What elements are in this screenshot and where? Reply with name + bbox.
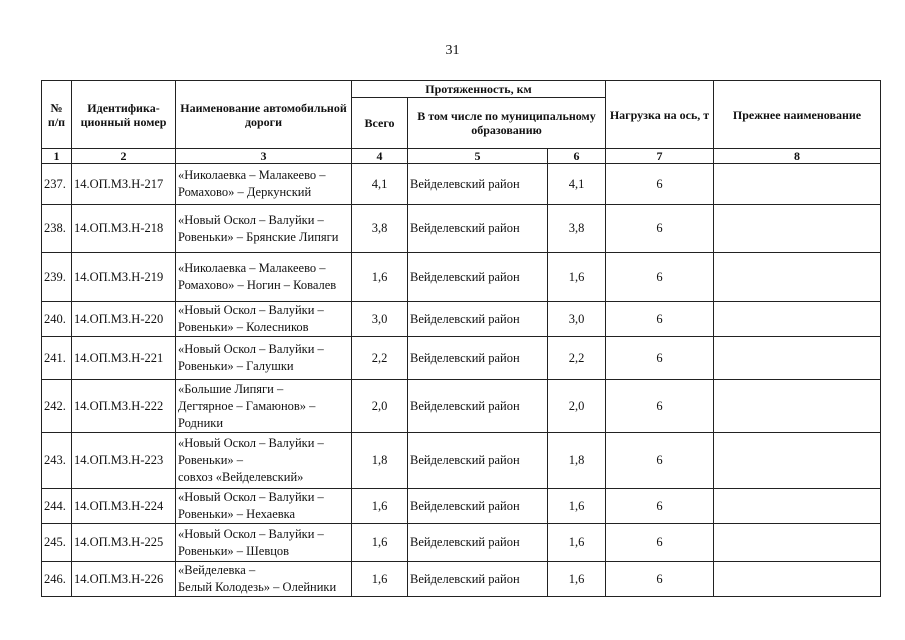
row-number: 238. bbox=[42, 205, 72, 253]
municipality-name: Вейделевский район bbox=[408, 562, 548, 597]
road-name: «Вейделевка – Белый Колодезь» – Олейники bbox=[176, 562, 352, 597]
row-number: 244. bbox=[42, 489, 72, 524]
previous-name bbox=[714, 562, 881, 597]
road-name: «Новый Оскол – Валуйки – Ровеньки» – Брянские Липяги bbox=[176, 205, 352, 253]
header-total: Всего bbox=[352, 98, 408, 149]
header-length-group: Протяженность, км bbox=[352, 81, 606, 98]
municipality-length: 2,0 bbox=[548, 380, 606, 433]
municipality-length: 3,8 bbox=[548, 205, 606, 253]
road-ident: 14.ОП.МЗ.Н-224 bbox=[72, 489, 176, 524]
road-ident: 14.ОП.МЗ.Н-220 bbox=[72, 302, 176, 337]
length-total: 1,6 bbox=[352, 524, 408, 562]
road-name: «Николаевка – Малакеево – Ромахово» – Деркунский bbox=[176, 164, 352, 205]
municipality-name: Вейделевский район bbox=[408, 433, 548, 489]
length-total: 2,2 bbox=[352, 337, 408, 380]
header-including: В том числе по муниципальному образованию bbox=[408, 98, 606, 149]
municipality-name: Вейделевский район bbox=[408, 205, 548, 253]
row-number: 243. bbox=[42, 433, 72, 489]
road-ident: 14.ОП.МЗ.Н-221 bbox=[72, 337, 176, 380]
municipality-length: 1,6 bbox=[548, 524, 606, 562]
length-total: 1,8 bbox=[352, 433, 408, 489]
previous-name bbox=[714, 205, 881, 253]
municipality-length: 4,1 bbox=[548, 164, 606, 205]
previous-name bbox=[714, 253, 881, 302]
road-ident: 14.ОП.МЗ.Н-223 bbox=[72, 433, 176, 489]
previous-name bbox=[714, 302, 881, 337]
road-ident: 14.ОП.МЗ.Н-217 bbox=[72, 164, 176, 205]
index-cell: 4 bbox=[352, 149, 408, 164]
previous-name bbox=[714, 433, 881, 489]
municipality-name: Вейделевский район bbox=[408, 489, 548, 524]
row-number: 245. bbox=[42, 524, 72, 562]
municipality-length: 2,2 bbox=[548, 337, 606, 380]
length-total: 2,0 bbox=[352, 380, 408, 433]
table-row bbox=[42, 337, 881, 380]
road-ident: 14.ОП.МЗ.Н-218 bbox=[72, 205, 176, 253]
index-cell: 1 bbox=[42, 149, 72, 164]
municipality-name: Вейделевский район bbox=[408, 253, 548, 302]
length-total: 3,0 bbox=[352, 302, 408, 337]
page-number: 31 bbox=[445, 43, 460, 58]
axle-load: 6 bbox=[606, 380, 714, 433]
municipality-name: Вейделевский район bbox=[408, 164, 548, 205]
previous-name bbox=[714, 524, 881, 562]
municipality-name: Вейделевский район bbox=[408, 524, 548, 562]
row-number: 240. bbox=[42, 302, 72, 337]
municipality-length: 1,6 bbox=[548, 253, 606, 302]
index-cell: 5 bbox=[408, 149, 548, 164]
axle-load: 6 bbox=[606, 489, 714, 524]
length-total: 3,8 bbox=[352, 205, 408, 253]
index-cell: 7 bbox=[606, 149, 714, 164]
previous-name bbox=[714, 164, 881, 205]
table-row bbox=[42, 205, 881, 253]
municipality-name: Вейделевский район bbox=[408, 302, 548, 337]
index-cell: 3 bbox=[176, 149, 352, 164]
road-name: «Новый Оскол – Валуйки – Ровеньки» – Шевцов bbox=[176, 524, 352, 562]
table-row bbox=[42, 489, 881, 524]
municipality-length: 1,6 bbox=[548, 489, 606, 524]
row-number: 242. bbox=[42, 380, 72, 433]
row-number: 239. bbox=[42, 253, 72, 302]
length-total: 4,1 bbox=[352, 164, 408, 205]
municipality-length: 3,0 bbox=[548, 302, 606, 337]
road-name: «Новый Оскол – Валуйки – Ровеньки» – Колесников bbox=[176, 302, 352, 337]
road-name: «Новый Оскол – Валуйки – Ровеньки» – совхоз «Вейделевский» bbox=[176, 433, 352, 489]
axle-load: 6 bbox=[606, 302, 714, 337]
municipality-length: 1,8 bbox=[548, 433, 606, 489]
roads-table bbox=[41, 80, 881, 597]
previous-name bbox=[714, 489, 881, 524]
road-ident: 14.ОП.МЗ.Н-225 bbox=[72, 524, 176, 562]
table-body bbox=[42, 164, 881, 597]
municipality-name: Вейделевский район bbox=[408, 337, 548, 380]
table-row bbox=[42, 562, 881, 597]
axle-load: 6 bbox=[606, 562, 714, 597]
road-name: «Новый Оскол – Валуйки – Ровеньки» – Галушки bbox=[176, 337, 352, 380]
row-number: 241. bbox=[42, 337, 72, 380]
axle-load: 6 bbox=[606, 337, 714, 380]
road-ident: 14.ОП.МЗ.Н-222 bbox=[72, 380, 176, 433]
index-cell: 6 bbox=[548, 149, 606, 164]
table-row bbox=[42, 433, 881, 489]
length-total: 1,6 bbox=[352, 253, 408, 302]
index-cell: 2 bbox=[72, 149, 176, 164]
municipality-length: 1,6 bbox=[548, 562, 606, 597]
road-name: «Николаевка – Малакеево – Ромахово» – Ногин – Ковалев bbox=[176, 253, 352, 302]
table-row bbox=[42, 380, 881, 433]
header-num: № п/п bbox=[42, 81, 72, 149]
table-row bbox=[42, 524, 881, 562]
length-total: 1,6 bbox=[352, 489, 408, 524]
previous-name bbox=[714, 380, 881, 433]
header-ident: Идентифика-ционный номер bbox=[72, 81, 176, 149]
axle-load: 6 bbox=[606, 524, 714, 562]
index-cell: 8 bbox=[714, 149, 881, 164]
row-number: 246. bbox=[42, 562, 72, 597]
table-row bbox=[42, 253, 881, 302]
previous-name bbox=[714, 337, 881, 380]
axle-load: 6 bbox=[606, 164, 714, 205]
header-prev-name: Прежнее наименование bbox=[714, 81, 881, 149]
header-name: Наименование автомобильной дороги bbox=[176, 81, 352, 149]
axle-load: 6 bbox=[606, 433, 714, 489]
table-row bbox=[42, 302, 881, 337]
road-name: «Новый Оскол – Валуйки – Ровеньки» – Нехаевка bbox=[176, 489, 352, 524]
length-total: 1,6 bbox=[352, 562, 408, 597]
header-load: Нагрузка на ось, т bbox=[606, 81, 714, 149]
axle-load: 6 bbox=[606, 253, 714, 302]
road-ident: 14.ОП.МЗ.Н-226 bbox=[72, 562, 176, 597]
municipality-name: Вейделевский район bbox=[408, 380, 548, 433]
table-row bbox=[42, 164, 881, 205]
road-name: «Большие Липяги – Дегтярное – Гамаюнов» – Родники bbox=[176, 380, 352, 433]
road-ident: 14.ОП.МЗ.Н-219 bbox=[72, 253, 176, 302]
row-number: 237. bbox=[42, 164, 72, 205]
axle-load: 6 bbox=[606, 205, 714, 253]
